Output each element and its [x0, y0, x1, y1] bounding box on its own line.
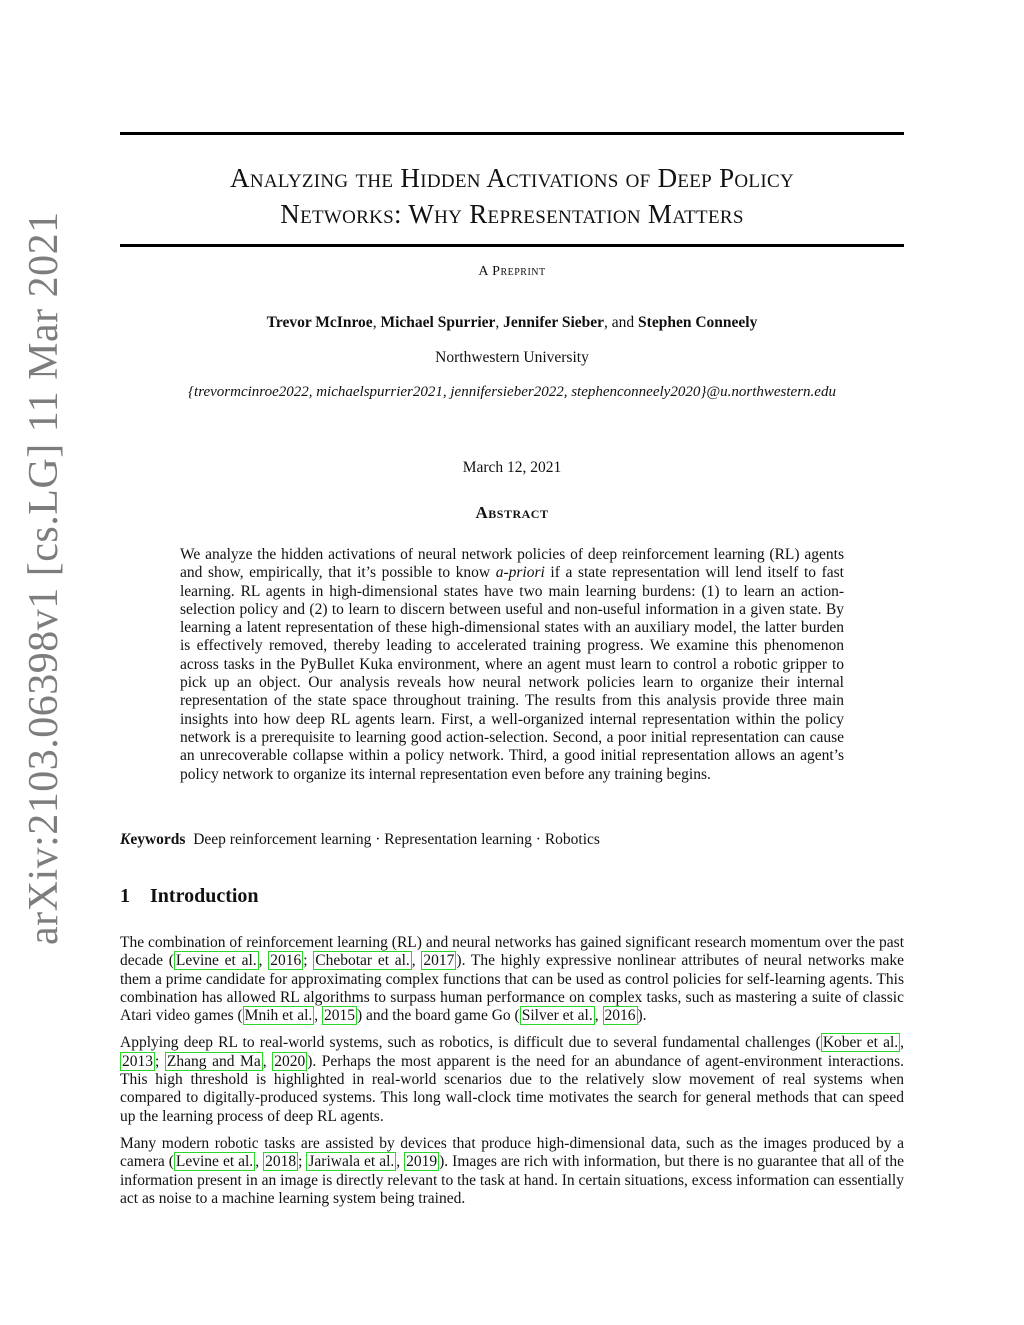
title-line-1: Analyzing the Hidden Activations of Deep Policy [230, 163, 794, 193]
citation-link[interactable]: 2016 [604, 1007, 636, 1025]
citation-link[interactable]: 2020 [274, 1052, 306, 1070]
text: ). Images are rich with information, but there is no guarantee that all of the information present in an image is directly relevant to the task at hand. In certain situations, excess information can essentially act as noise to a machine learning system being trained. [120, 1153, 904, 1207]
text: Applying deep RL to real-world systems, such as robotics, is difficult due to several fundamental challenges ( [120, 1034, 821, 1052]
keywords-label [120, 831, 185, 848]
abstract-part: if a state representation will lend itself to fast learning. RL agents in high-dimensional states have two main learning burdens: (1) to learn an action-selection policy and (2) to learn to discern between useful and non-useful information in a given state. By learning a latent representation of these high-dimensional states with an auxiliary model, the latter burden is effectively removed, thereby leading to accelerated training progress. We examine this phenomenon across tasks in the PyBullet Kuka environment, where an agent must learn to control a robotic gripper to pick up an object. Our analysis reveals how neural network policies learn to organize their internal representation of the state space throughout training. The results from this analysis provide three main insights into how deep RL agents learn. First, a well-organized internal representation within the policy network is a prerequisite to learning good action-selection. Second, a poor initial representation can cause an unrecoverable collapse within a policy network. Third, a good initial representation allows an agent’s policy network to organize its internal representation even before any training begins. [180, 564, 844, 783]
abstract-part: We analyze the hidden activations of neural network policies of deep reinforcement learning (RL) agents and show, empirically, that it’s possible to know [180, 546, 844, 582]
text: ). The highly expressive nonlinear attributes of neural networks make them a prime candidate for approximating complex functions that can be used as control policies for self-learning agents. This combination has allowed RL algorithms to surpass human performance on complex tasks, such as mastering a suite of classic Atari video games ( [120, 952, 905, 1025]
citation-link[interactable]: 2016 [270, 952, 302, 970]
text: ; [298, 1153, 307, 1171]
introduction-body [120, 934, 904, 1217]
citation-link[interactable]: Levine et al. [175, 1153, 254, 1171]
abstract-text [180, 546, 844, 784]
paragraph-3 [120, 1135, 904, 1208]
text: , [900, 1034, 905, 1052]
citation-link[interactable]: 2013 [122, 1052, 153, 1070]
text: The combination of reinforcement learning (RL) and neural networks has gained significant research momentum over the past decade ( [120, 934, 904, 970]
author-separator: , [495, 314, 504, 331]
author-separator: , and [604, 314, 639, 331]
keywords-label-rest: eywords [130, 831, 186, 848]
text: ). Perhaps the most apparent is the need for an abundance of agent-environment interactions. This high threshold is highlighted in real-world scenarios due to the relatively slow movement of real systems when compared to digitally-produced systems. This long wall-clock time motivates the search for general methods that can speed up the learning process of deep RL agents. [120, 1052, 905, 1125]
citation-link[interactable]: 2017 [423, 952, 455, 970]
abstract-heading: Abstract [475, 503, 549, 522]
keywords [120, 831, 600, 849]
title-bottom-rule [120, 244, 904, 247]
section-title: Introduction [150, 885, 259, 907]
text: ). [637, 1007, 647, 1025]
preprint-label: A Preprint [478, 264, 546, 279]
citation-link[interactable]: Mnih et al. [244, 1007, 313, 1025]
keywords-text: Deep reinforcement learning · Representation learning · Robotics [193, 831, 600, 848]
title-line-2: Networks: Why Representation Matters [280, 199, 744, 229]
text: ) and the board game Go ( [357, 1007, 520, 1025]
text: , [396, 1153, 405, 1171]
text: ; [155, 1052, 165, 1070]
citation-link[interactable]: 2018 [265, 1153, 297, 1171]
paragraph-1 [120, 934, 904, 1025]
author-2: Michael Spurrier [380, 314, 496, 331]
text: ; [303, 952, 314, 970]
citation-link[interactable]: Chebotar et al. [315, 952, 410, 970]
citation-link[interactable]: 2015 [324, 1007, 356, 1025]
text: , [594, 1007, 603, 1025]
text: , [262, 1052, 273, 1070]
citation-link[interactable]: Kober et al. [822, 1034, 899, 1052]
text: , [258, 952, 269, 970]
author-4: Stephen Conneely [638, 314, 758, 331]
author-1: Trevor McInroe [266, 314, 373, 331]
author-3: Jennifer Sieber [503, 314, 605, 331]
paper-title [120, 160, 904, 232]
author-list [120, 314, 904, 332]
text: , [411, 952, 422, 970]
abstract-emphasis: a-priori [495, 564, 545, 582]
affiliation: Northwestern University [435, 349, 589, 366]
paragraph-2 [120, 1034, 904, 1125]
citation-link[interactable]: 2019 [406, 1153, 438, 1171]
keywords-label-k: K [120, 831, 131, 848]
text: , [255, 1153, 264, 1171]
citation-link[interactable]: Levine et al. [175, 952, 257, 970]
paper-date: March 12, 2021 [462, 459, 562, 476]
title-top-rule [120, 132, 904, 135]
text: , [314, 1007, 323, 1025]
author-separator: , [372, 314, 381, 331]
citation-link[interactable]: Jariwala et al. [308, 1153, 395, 1171]
citation-link[interactable]: Silver et al. [521, 1007, 593, 1025]
arxiv-side-stamp: arXiv:2103.06398v1 [cs.LG] 11 Mar 2021 [21, 211, 67, 945]
section-heading-introduction [120, 885, 259, 908]
section-number: 1 [120, 885, 130, 907]
citation-link[interactable]: Zhang and Ma [166, 1052, 261, 1070]
text: Many modern robotic tasks are assisted by devices that produce high-dimensional data, such as the images produced by a camera ( [120, 1134, 904, 1171]
author-emails[interactable]: {trevormcinroe2022, michaelspurrier2021, jennifersieber2022, stephenconneely2020}@u.northwestern.edu [188, 384, 836, 400]
